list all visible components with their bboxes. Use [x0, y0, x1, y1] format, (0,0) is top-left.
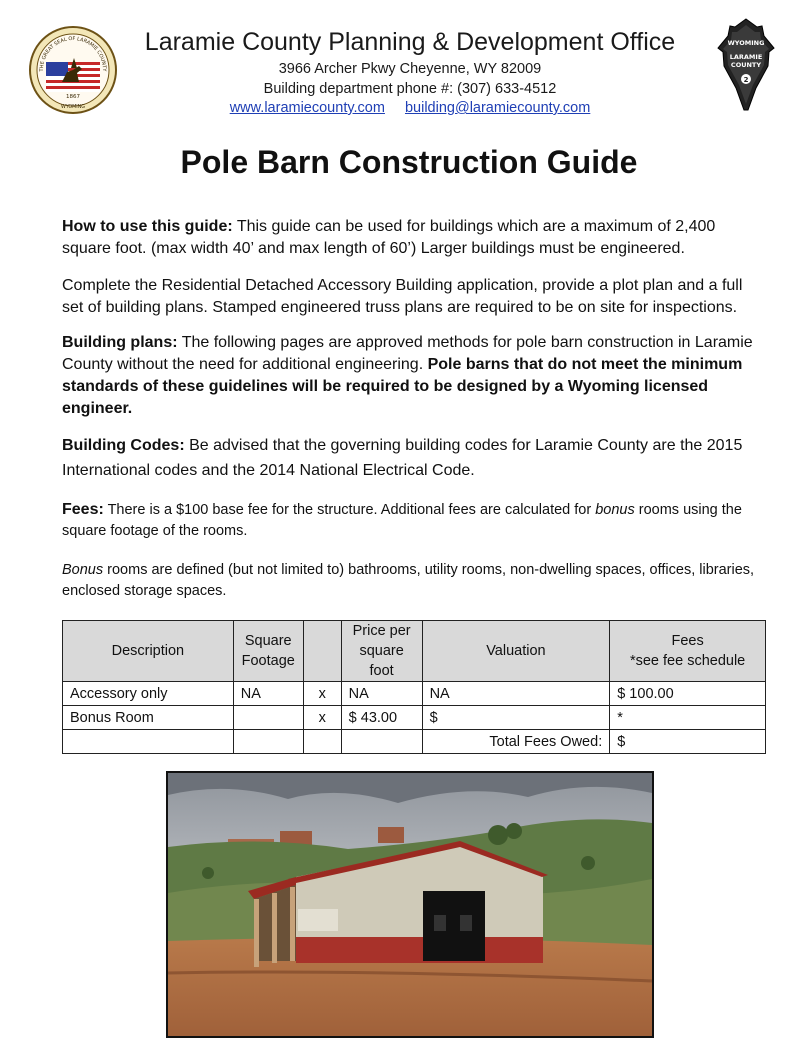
cell-price: NA [341, 682, 422, 706]
cell-fees: * [610, 706, 766, 730]
website-link[interactable]: www.laramiecounty.com [229, 100, 385, 116]
plans-text: The following pages are approved methods for pole barn construction in Laramie County without the need for additional engineering. [62, 334, 753, 373]
fees-text-a: There is a $100 base fee for the structure. Additional fees are calculated for [103, 502, 596, 518]
header-fees: Fees *see fee schedule [610, 621, 766, 682]
fee-table-header [63, 621, 766, 682]
cell-valuation: $ [422, 706, 610, 730]
svg-text:1867: 1867 [66, 94, 80, 100]
office-name: Laramie County Planning & Development Office [144, 28, 676, 56]
total-fees-label: Total Fees Owed: [422, 730, 610, 754]
fee-table [62, 620, 766, 754]
email-link[interactable]: building@laramiecounty.com [404, 100, 591, 116]
cell-description: Bonus Room [63, 706, 234, 730]
fees-text-b: rooms using the square footage of the rooms. [62, 502, 742, 539]
table-row [63, 706, 766, 730]
total-row [63, 730, 766, 754]
bonus-rooms-paragraph [62, 560, 762, 602]
cell-square-footage: NA [233, 682, 303, 706]
codes-label: Building Codes: [62, 437, 185, 454]
table-row [63, 682, 766, 706]
cell-fees: $ 100.00 [610, 682, 766, 706]
svg-text:WYOMING: WYOMING [60, 105, 86, 110]
cell-price: $ 43.00 [341, 706, 422, 730]
cell-empty [233, 730, 303, 754]
cell-empty [303, 730, 341, 754]
header-description: Description [63, 621, 234, 682]
cell-empty [63, 730, 234, 754]
cell-multiply: x [303, 682, 341, 706]
header-valuation: Valuation [422, 621, 610, 682]
fees-label: Fees: [62, 501, 104, 518]
complete-paragraph: Complete the Residential Detached Accessory Building application, provide a plot plan and a full set of building plans. Stamped engineered truss plans are required to be on site for inspections. [62, 277, 743, 316]
fees-paragraph [62, 499, 762, 542]
svg-text:THE GREAT SEAL OF LARAMIE COUN: THE GREAT SEAL OF LARAMIE COUNTY [38, 35, 108, 72]
building-codes-paragraph [62, 433, 762, 483]
cell-description: Accessory only [63, 682, 234, 706]
document-title: Pole Barn Construction Guide [180, 144, 638, 180]
office-address: 3966 Archer Pkwy Cheyenne, WY 82009 [278, 61, 542, 77]
header-blank [303, 621, 341, 682]
intro-label: How to use this guide: [62, 218, 233, 235]
svg-text:WYOMING: WYOMING [727, 39, 765, 47]
header-square-footage: Square Footage [233, 621, 303, 682]
plans-bold-text: Pole barns that do not meet the minimum standards of these guidelines will be required to be designed by a Wyoming licensed engineer. [62, 356, 743, 417]
codes-text: Be advised that the governing building codes for Laramie County are the 2015 International codes and the 2014 National Electrical Code. [62, 437, 743, 479]
plans-label: Building plans: [62, 334, 178, 351]
cell-square-footage [233, 706, 303, 730]
total-fees-value: $ [610, 730, 766, 754]
svg-text:LARAMIE: LARAMIE [729, 53, 763, 61]
cell-empty [341, 730, 422, 754]
svg-text:2: 2 [743, 76, 749, 84]
header-links [0, 100, 808, 116]
pole-barn-photo [166, 771, 654, 1038]
barn-door-opening [423, 891, 485, 961]
cell-multiply: x [303, 706, 341, 730]
fees-italic: bonus [595, 502, 635, 518]
pole-barn-illustration [168, 773, 652, 1036]
bonus-italic: Bonus [62, 562, 104, 578]
svg-text:COUNTY: COUNTY [730, 61, 762, 69]
intro-text: This guide can be used for buildings which are a maximum of 2,400 square foot. (max width 40’ and max length of 60’) Larger buildings must be engineered. [62, 218, 716, 257]
cell-valuation: NA [422, 682, 610, 706]
office-phone: Building department phone #: (307) 633-4512 [263, 81, 557, 97]
intro-paragraph [62, 216, 762, 260]
building-plans-paragraph [62, 332, 762, 420]
header-price-per-square-foot: Price per square foot [341, 621, 422, 682]
bonus-text: rooms are defined (but not limited to) bathrooms, utility rooms, non-dwelling spaces, offices, libraries, enclosed storage spaces. [62, 562, 755, 599]
